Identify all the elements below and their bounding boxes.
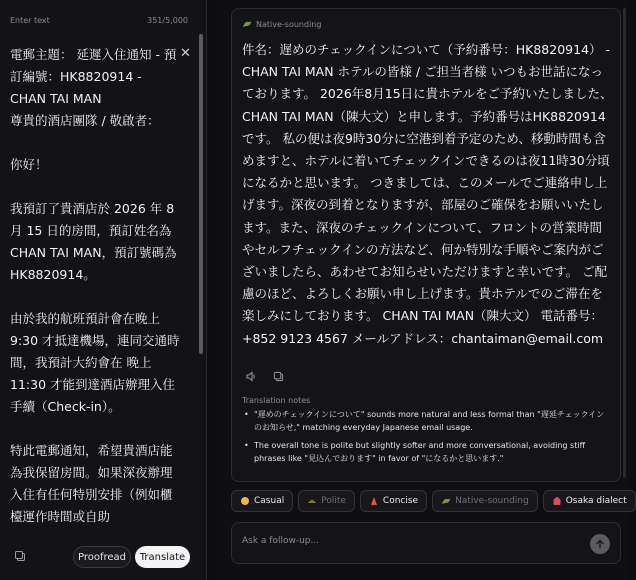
source-textarea[interactable]: 電郵主題： 延遲入住通知 - 預訂編號：HK8820914 - CHAN TAI MAN 尊貴的酒店團隊 / 敬啟者： 你好！ 我預訂了貴酒店於 2026 年 8 月 15 日的房間，預訂姓名為 CHAN TAI MAN，預訂號碼為 HK8820914。 由於我的航班預計會在晚上 9:30 才抵達機場，連同交通時間，我預計大約會在 晚上 11:30 才能到達酒店辦理入住手續（Check-in）。 特此電郵通知，希望貴酒店能為我保留房間。如果深夜辦理入住有任何特別安排（例如櫃檯運作時間或自助 [10, 47, 180, 524]
chip-label: Concise [382, 496, 419, 506]
native-icon [242, 19, 252, 29]
note-item: • The overall tone is polite but slightly softer and more conversational, avoiding stiff phrases like "見込んでおります" in favor of "になるかと思います." [244, 440, 610, 465]
translation-notes [244, 409, 610, 471]
chip-label: Polite [321, 496, 346, 506]
source-label: Enter text [10, 16, 50, 25]
translation-card [231, 8, 621, 482]
copy-icon[interactable] [14, 550, 26, 562]
followup-input[interactable] [242, 536, 572, 546]
send-button[interactable] [590, 534, 610, 554]
native-icon [441, 496, 451, 506]
chip-label: Native-sounding [455, 496, 529, 506]
speaker-icon[interactable] [246, 371, 257, 382]
notes-title: Translation notes [242, 396, 311, 405]
chip-native-sounding[interactable] [432, 490, 538, 512]
chip-concise[interactable] [360, 490, 427, 512]
chip-polite[interactable] [298, 490, 355, 512]
result-panel [217, 0, 630, 580]
translation-text: 件名：遅めのチェックインについて（予約番号：HK8820914） - CHAN TAI MAN ホテルの皆様 / ご担当者様 いつもお世話になっております。 2026年8月15日に貴ホテルをご予約いたしました、CHAN TAI MAN（陳大文）と申します。予約番号はHK8820914です。 私の便は夜9時30分に空港到着予定のため、移動時間も含めますと、ホテルに着いてチェックインできるのは夜11時30分頃になるかと思います。 つきましては、このメールでご連絡申し上げます。深夜の到着となりますが、部屋のご確保をお願いいたします。また、深夜のチェックインについて、フロントの営業時間やセルフチェックインの方法など、何か特別な手順やご案内がございましたら、あわせてお知らせいただけますと幸いです。 ご配慮のほど、よろしくお願い申し上げます。貴ホテルでのご滞在を楽しみにしております。 CHAN TAI MAN（陳大文） 電話番号：+852 9123 4567 メールアドレス：chantaiman@email.com [242, 42, 613, 346]
source-panel [0, 0, 207, 580]
style-chips [231, 490, 636, 512]
proofread-button[interactable]: Proofread [73, 546, 131, 568]
casual-icon [240, 496, 250, 506]
chip-label: Osaka dialect [565, 496, 627, 506]
style-header [242, 19, 321, 29]
result-actions [246, 371, 284, 382]
chip-osaka-dialect[interactable] [543, 490, 636, 512]
translate-button[interactable]: Translate [135, 546, 190, 568]
char-counter: 351/5,000 [147, 16, 188, 25]
chip-casual[interactable] [231, 490, 293, 512]
copy-icon[interactable] [273, 371, 284, 382]
source-header [10, 16, 188, 25]
note-item: • "遅めのチェックインについて" sounds more natural and less formal than "遅延チェックインのお知らせ," matching everyday Japanese email usage. [244, 409, 610, 434]
arrow-up-icon [595, 539, 605, 549]
source-scrollbar[interactable] [199, 34, 203, 354]
result-scrollbar[interactable] [623, 8, 626, 478]
followup-box [231, 522, 621, 564]
osaka-icon [552, 496, 562, 506]
clear-icon[interactable]: ✕ [180, 46, 191, 61]
polite-icon [307, 496, 317, 506]
style-label: Native-sounding [256, 19, 322, 29]
concise-icon [369, 496, 379, 506]
source-footer [0, 532, 206, 580]
chip-label: Casual [254, 496, 285, 506]
